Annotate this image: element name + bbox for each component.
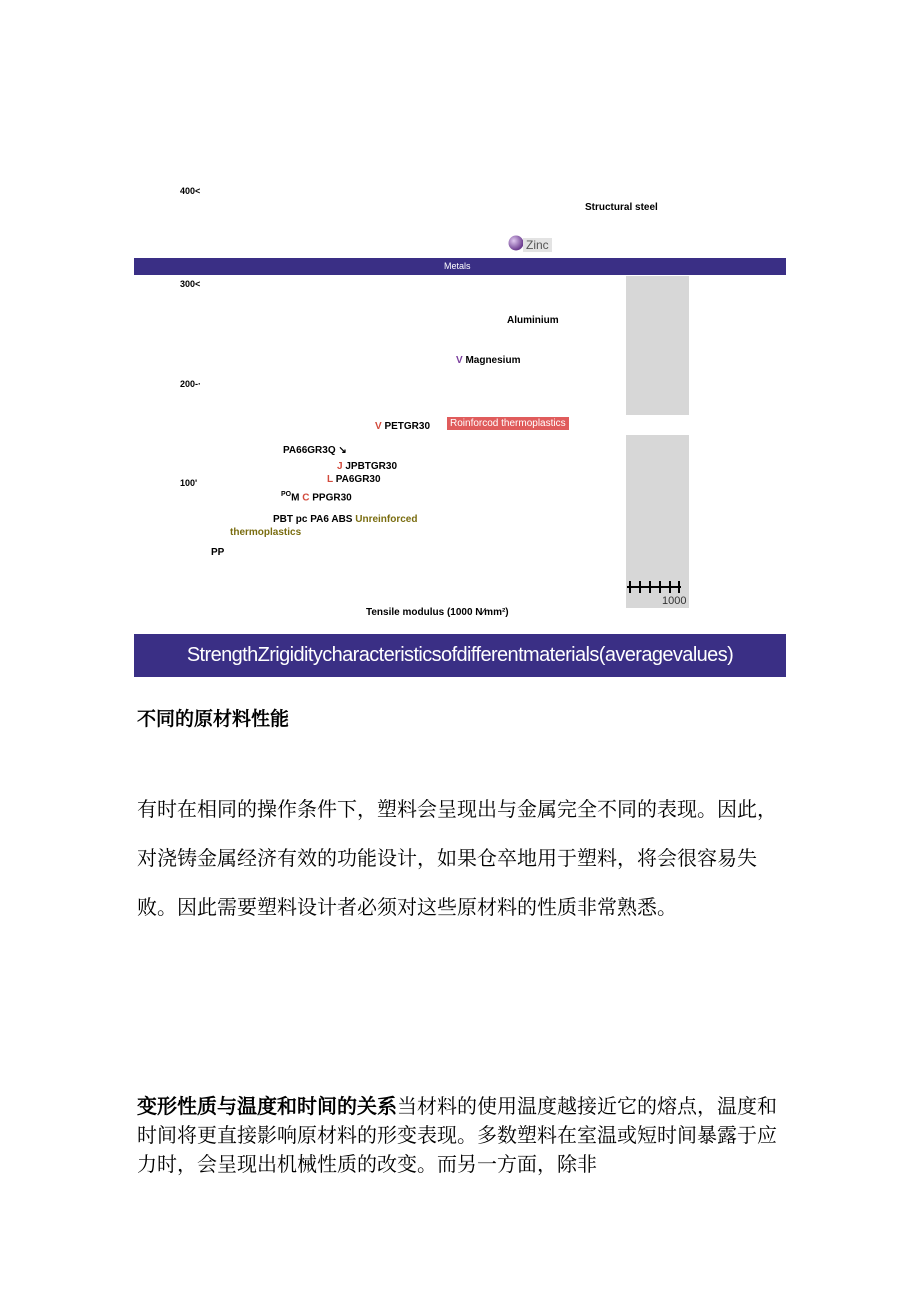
pet-label: PETGR30	[384, 421, 431, 432]
point-pa6gr30	[327, 474, 381, 485]
metals-band-label: Metals	[444, 261, 471, 271]
y-tick-200: 200-·	[180, 379, 202, 389]
reinforced-thermoplastics-band: Roinforcod thermoplastics	[447, 417, 569, 430]
y-tick-400: 400<	[180, 186, 201, 196]
y-tick-100: 100'	[180, 478, 198, 488]
point-pp: PP	[211, 547, 225, 558]
unreinforced-group-label-2: thermoplastics	[230, 527, 302, 538]
x-tick-1000: 1000	[662, 595, 687, 607]
chart-caption: StrengthZrigiditycharacteristicsofdifferentmaterials(averagevalues)	[134, 634, 786, 677]
paragraph-2	[137, 1092, 777, 1179]
point-pa66gr30	[283, 445, 347, 456]
pa6-marker: L	[327, 474, 333, 485]
pom-superscript: PO	[281, 491, 292, 498]
point-pom-ppgr30	[281, 491, 352, 503]
unreinforced-group-label: Unreinforced	[355, 514, 418, 525]
grey-column-upper	[626, 276, 689, 415]
point-pbtgr30	[337, 461, 397, 472]
x-axis-ticks	[626, 579, 686, 595]
unreinforced-materials: PBT pc PA6 ABS	[273, 514, 353, 525]
magnesium-marker: V	[456, 355, 463, 366]
y-tick-300: 300<	[180, 279, 201, 289]
pa66-label: PA66GR3Q	[283, 445, 336, 456]
point-structural-steel: Structural steel	[585, 202, 658, 213]
pbt-label: JPBTGR30	[345, 461, 398, 472]
pbt-marker: J	[337, 461, 343, 472]
point-aluminium: Aluminium	[507, 315, 559, 326]
pom-c-marker: C	[302, 492, 310, 504]
point-unreinforced-list	[273, 514, 417, 525]
pom-m: M	[291, 492, 300, 504]
ppgr30-label: PPGR30	[312, 492, 352, 504]
pa6-label: PA6GR30	[335, 474, 381, 485]
pa66-marker: ↘	[338, 445, 347, 456]
zinc-label: Zinc	[523, 238, 552, 252]
point-magnesium	[456, 355, 520, 366]
paragraph-2-text: 当材料的使用温度越接近它的熔点，温度和时间将更直接影响原材料的形变表现。多数塑料在室温或短时间暴露于应力时，会呈现出机械性质的改变。而另一方面，除非	[137, 1094, 777, 1176]
point-petgr30	[375, 421, 430, 432]
magnesium-label: Magnesium	[465, 355, 521, 366]
pet-marker: V	[375, 421, 382, 432]
paragraph-1: 有时在相同的操作条件下，塑料会呈现出与金属完全不同的表现。因此，对浇铸金属经济有效的功能设计，如果仓卒地用于塑料，将会很容易失败。因此需要塑料设计者必须对这些原材料的性质非常熟悉。	[137, 797, 777, 919]
paragraph-2-heading: 变形性质与温度和时间的关系	[137, 1094, 397, 1118]
x-axis-label: Tensile modulus (1000 N⁄mm²)	[366, 607, 509, 618]
section-heading: 不同的原材料性能	[137, 708, 290, 730]
